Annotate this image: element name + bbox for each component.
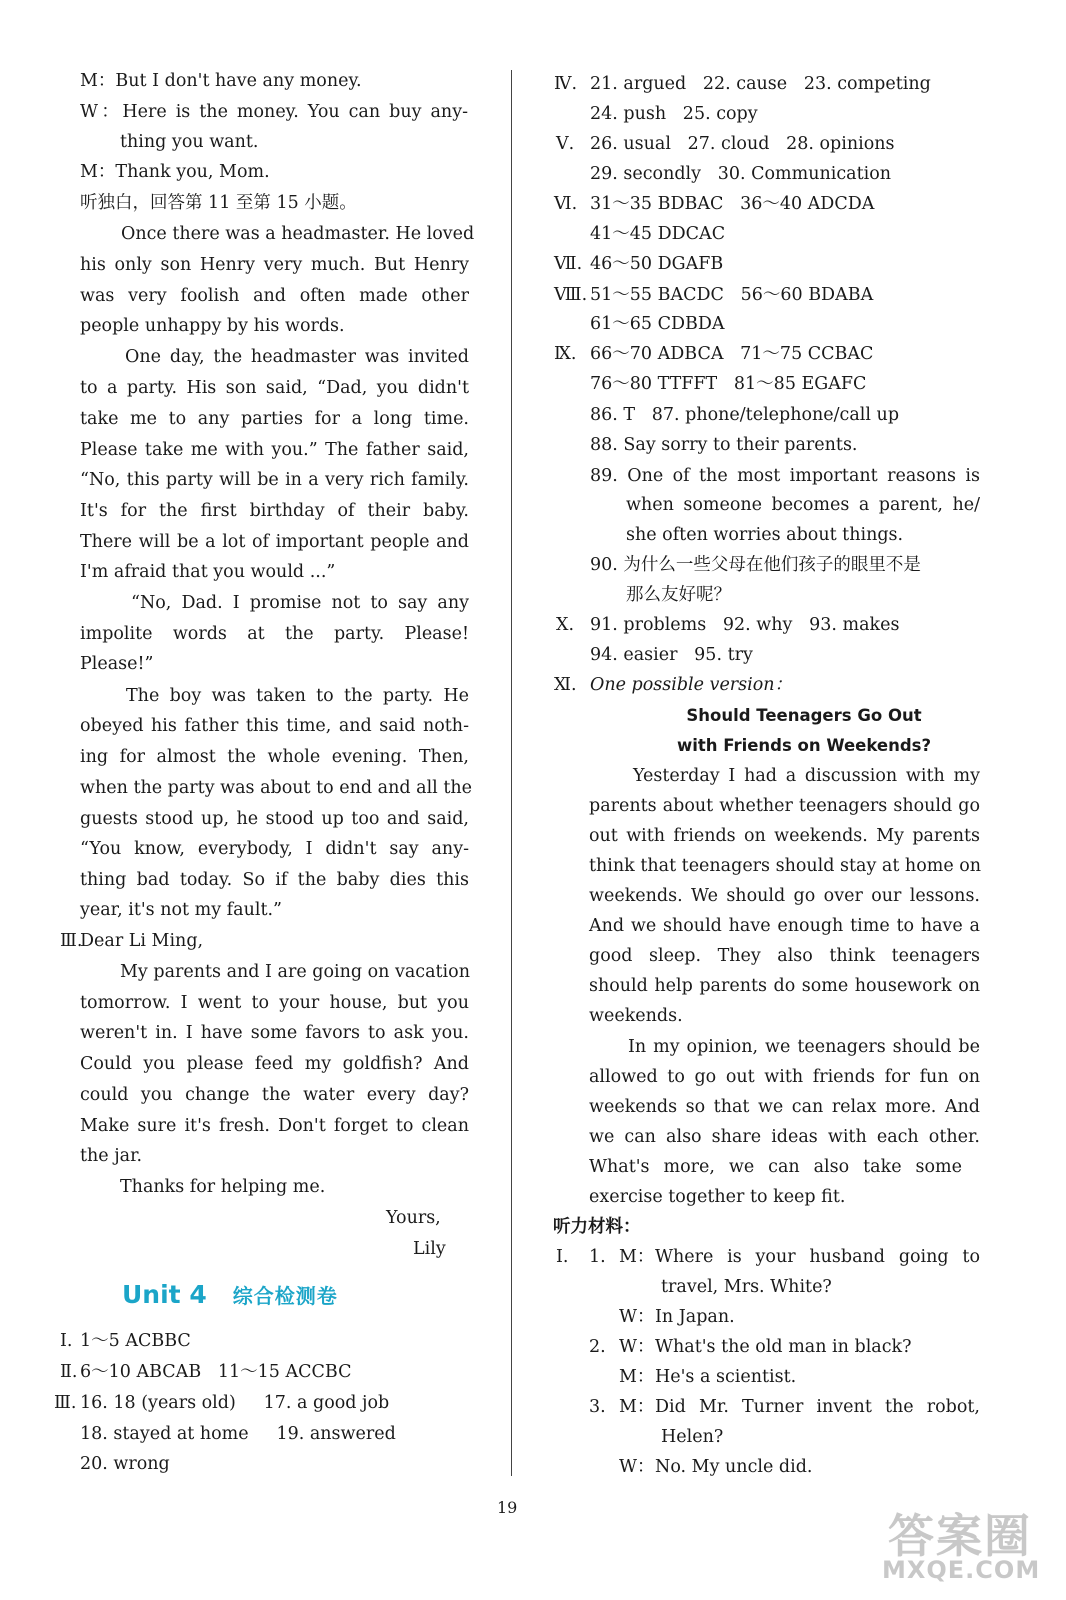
answer-label: Ⅱ. [60,1362,78,1382]
essay-title: with Friends on Weekends? [676,736,932,755]
story-line: guests stood up, he stood up too and said, [80,809,469,829]
answer-line: 1～5 ACBBC [80,1331,191,1351]
dialog-line: What's the old man in black? [655,1337,912,1357]
page-number: 19 [497,1498,518,1517]
dialog-line: Did Mr. Turner invent the robot, [655,1397,980,1417]
speaker: M： [619,1367,655,1387]
answer-label: Ⅰ. [556,1247,569,1267]
dialog-line: thing you want. [120,132,259,152]
story-line: to a party. His son said, “Dad, you didn't [80,378,469,398]
answer-line: 46～50 DGAFB [590,254,724,274]
essay-line: out with friends on weekends. My parents [589,826,980,846]
essay-line: Yesterday I had a discussion with my [633,766,980,786]
dialog-line: Where is your husband going to [655,1247,980,1267]
letter-line: tomorrow. I went to your house, but you [80,993,469,1013]
essay-line: we can also share ideas with each other. [589,1127,980,1147]
dialog-line: No. My uncle did. [655,1457,813,1477]
answer-line: 94. easier 95. try [590,645,753,665]
letter-line: the jar. [80,1146,143,1166]
essay-line: weekends so that we can relax more. And [589,1097,980,1117]
item-number: 2. [589,1337,606,1357]
item-number: 1. [589,1247,606,1267]
answer-line: 20. wrong [80,1454,170,1474]
speaker: M： [619,1247,655,1267]
answer-line: 21. argued 22. cause 23. competing [590,74,931,94]
unit-subtitle: 综合检测卷 [232,1284,338,1308]
story-line: One day, the headmaster was invited [125,347,469,367]
dialog-line: travel, Mrs. White? [661,1277,832,1297]
story-line: It's for the first birthday of their baby. [80,501,469,521]
answer-line: 41～45 DDCAC [590,224,726,244]
story-line: impolite words at the party. Please! [80,624,469,644]
essay-line: good sleep. They also think teenagers [589,946,980,966]
essay-line: weekends. We should go over our lessons. [589,886,980,906]
letter-line: weren't in. I have some favors to ask you. [80,1023,469,1043]
instruction: 听独白，回答第 11 至第 15 小题。 [80,193,357,213]
essay-line: And we should have enough time to have a [589,916,980,936]
answer-line: 那么友好呢？ [626,585,731,605]
dialog-line: M：But I don't have any money. [80,71,362,91]
story-line: when the party was about to end and all the [80,778,472,798]
story-line: year, it's not my fault.” [80,900,282,920]
letter-signature: Lily [413,1239,446,1259]
answer-label: Ⅺ. [554,675,577,695]
answer-label: Ⅴ. [556,134,575,154]
answer-line: 24. push 25. copy [590,104,758,124]
essay-line: parents about whether teenagers should go [589,796,980,816]
story-line: Once there was a headmaster. He loved [121,224,475,244]
answer-label: Ⅸ. [554,344,577,364]
answer-label: Ⅵ. [554,194,578,214]
item-number: 3. [589,1397,606,1417]
story-line: “No, this party will be in a very rich family. [80,470,469,490]
essay-title: Should Teenagers Go Out [686,706,922,725]
answer-line: One possible version： [590,675,793,695]
section-label: Ⅲ. [60,931,83,951]
answer-line: 51～55 BACDC 56～60 BDABA [590,285,874,305]
answer-line: 61～65 CDBDA [590,314,725,334]
answer-line: 18. stayed at home 19. answered [80,1424,396,1444]
answer-line: 91. problems 92. why 93. makes [590,615,900,635]
answer-line: 66～70 ADBCA 71～75 CCBAC [590,344,874,364]
essay-line: What's more, we can also take some [589,1157,962,1177]
story-line: Please!” [80,654,154,674]
listening-header: 听力材料： [553,1217,641,1237]
unit-title: Unit 4 [122,1280,207,1309]
answer-line: 29. secondly 30. Communication [590,164,892,184]
answer-line: 76～80 TTFFT 81～85 EGAFC [590,374,867,394]
letter-line: Thanks for helping me. [120,1177,326,1197]
speaker: W： [619,1307,655,1327]
letter-line: Dear Li Ming, [80,931,204,951]
story-line: his only son Henry very much. But Henry [80,255,469,275]
dialog-line: In Japan. [655,1307,735,1327]
story-line: thing bad today. So if the baby dies this [80,870,469,890]
answer-line: 88. Say sorry to their parents. [590,435,858,455]
story-line: obeyed his father this time, and said noth- [80,716,469,736]
letter-line: Could you please feed my goldfish? And [80,1054,469,1074]
story-line: take me to any parties for a long time. [80,409,469,429]
answer-line: 31～35 BDBAC 36～40 ADCDA [590,194,875,214]
letter-line: Make sure it's fresh. Don't forget to clean [80,1116,469,1136]
watermark-url: MXQE.COM [882,1556,1041,1584]
answer-line: 89. One of the most important reasons is [590,466,980,486]
answer-label: Ⅷ. [554,285,588,305]
dialog-line: Helen? [661,1427,724,1447]
essay-line: think that teenagers should stay at home on [589,856,982,876]
answer-line: when someone becomes a parent, he/ [626,495,980,515]
watermark-logo [870,1500,1050,1592]
story-line: I'm afraid that you would ...” [80,562,336,582]
letter-line: My parents and I are going on vacation [120,962,470,982]
answer-line: 6～10 ABCAB 11～15 ACCBC [80,1362,352,1382]
story-line: “You know, everybody, I didn't say any- [80,839,469,859]
story-line: was very foolish and often made other [80,286,469,306]
dialog-line: W：Here is the money. You can buy any- [80,102,468,122]
essay-line: In my opinion, we teenagers should be [628,1037,980,1057]
letter-closing: Yours, [386,1208,441,1228]
answer-line: 26. usual 27. cloud 28. opinions [590,134,895,154]
answer-line: she often worries about things. [626,525,904,545]
essay-line: should help parents do some housework on [589,976,980,996]
answer-line: 86. T 87. phone/telephone/call up [590,405,900,425]
answer-line: 90. 为什么一些父母在他们孩子的眼里不是 [590,555,921,575]
essay-line: allowed to go out with friends for fun on [589,1067,980,1087]
story-line: The boy was taken to the party. He [126,686,469,706]
story-line: “No, Dad. I promise not to say any [131,593,469,613]
unit-heading [122,1280,338,1311]
answer-label: Ⅹ. [556,615,575,635]
answer-label: Ⅰ. [60,1331,73,1351]
essay-line: weekends. [589,1006,683,1026]
story-line: Please take me with you.” The father said, [80,440,469,460]
dialog-line: M：Thank you, Mom. [80,162,270,182]
story-line: There will be a lot of important people and [80,532,469,552]
answer-label: Ⅲ. [54,1393,77,1413]
speaker: W： [619,1457,655,1477]
watermark-text: 答案圈 [888,1509,1032,1563]
answer-line: 16. 18 (years old) 17. a good job [80,1393,390,1413]
speaker: W： [619,1337,655,1357]
story-line: people unhappy by his words. [80,316,345,336]
column-divider [511,70,512,1476]
letter-line: could you change the water every day? [80,1085,469,1105]
story-line: ing for almost the whole evening. Then, [80,747,469,767]
answer-label: Ⅳ. [554,74,578,94]
speaker: M： [619,1397,655,1417]
dialog-line: He's a scientist. [655,1367,797,1387]
essay-line: exercise together to keep fit. [589,1187,846,1207]
answer-label: Ⅶ. [554,254,583,274]
